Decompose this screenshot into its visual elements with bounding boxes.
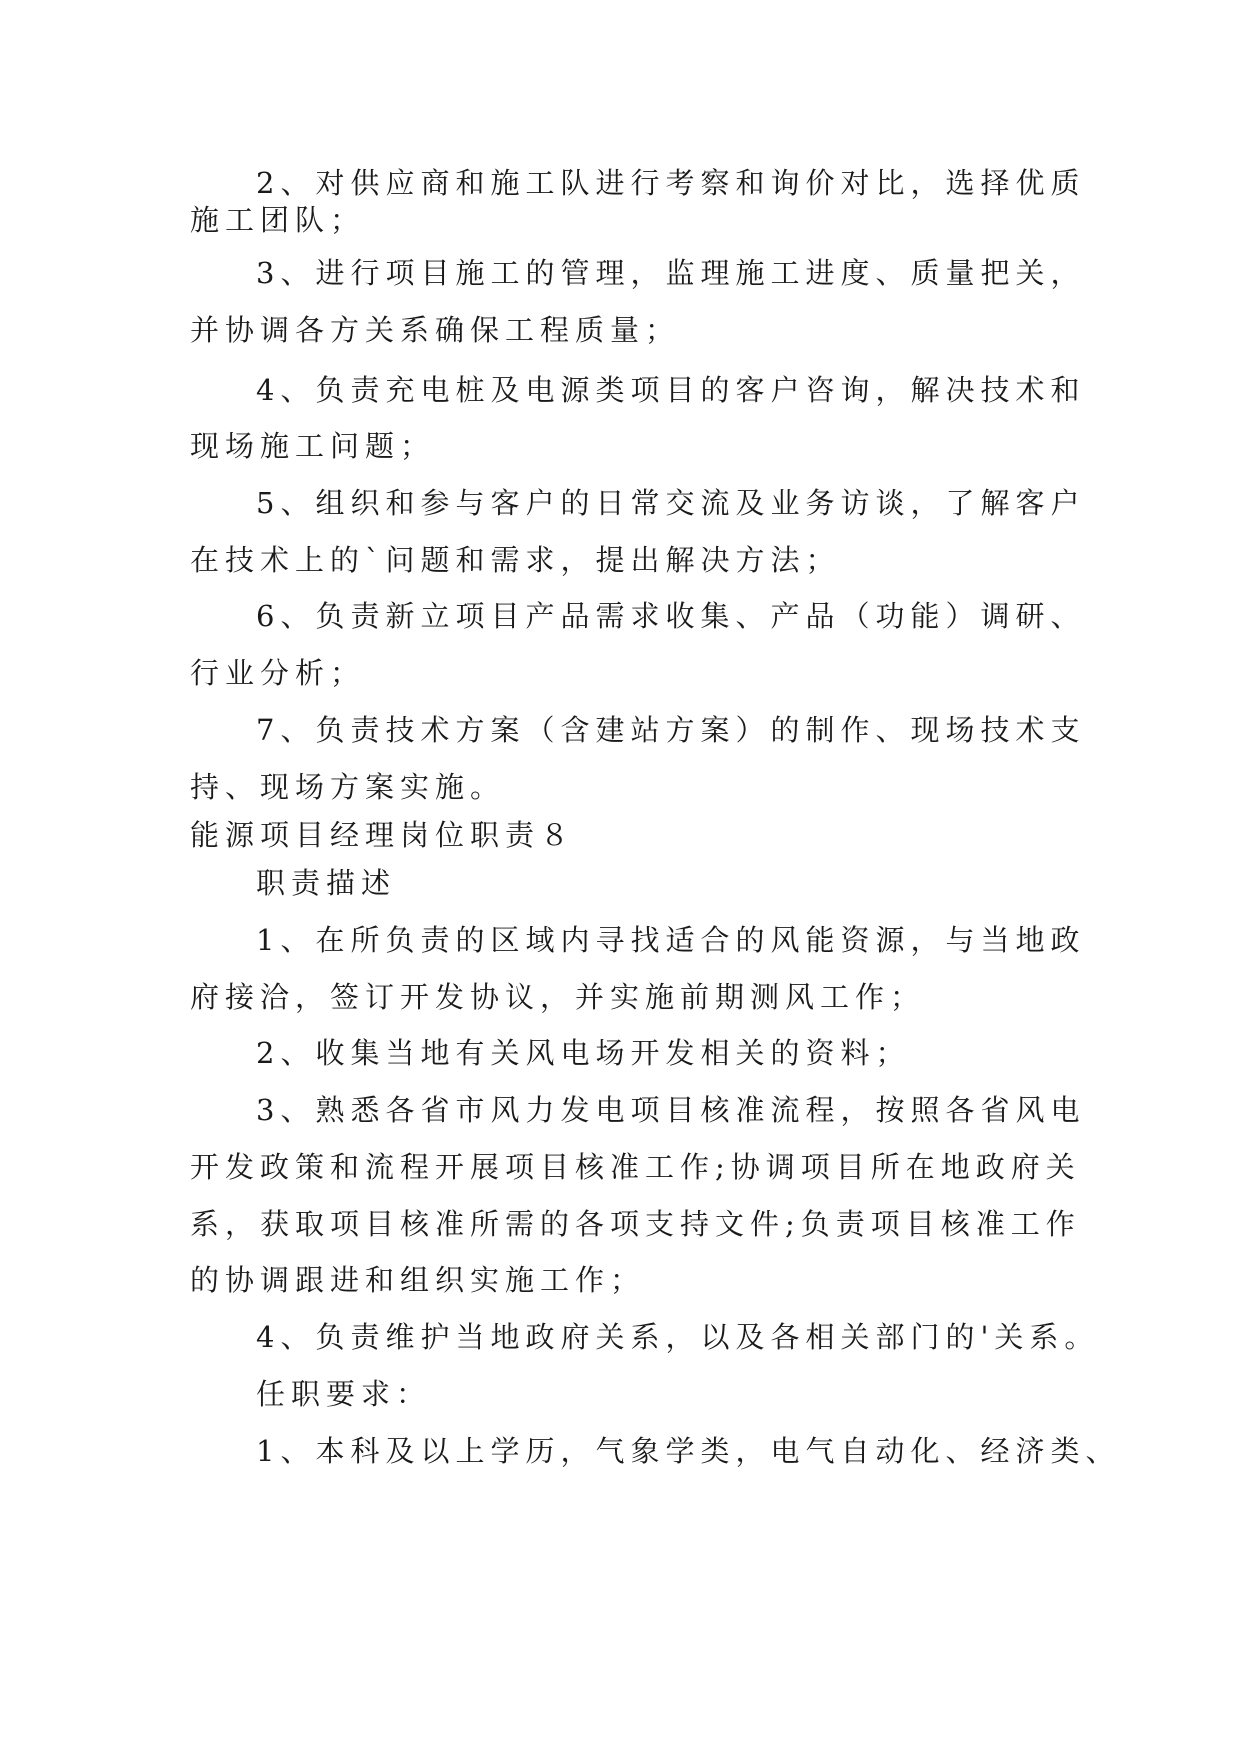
- text-line: 施工团队；: [190, 203, 366, 237]
- text-line: 系，获取项目核准所需的各项支持文件;负责项目核准工作: [190, 1207, 1081, 1241]
- text-line: 2、收集当地有关风电场开发相关的资料；: [256, 1036, 911, 1070]
- subsection-heading: 任职要求：: [256, 1377, 432, 1411]
- text-line: 7、负责技术方案（含建站方案）的制作、现场技术支: [256, 713, 1086, 747]
- text-line: 行业分析；: [190, 656, 366, 690]
- text-line: 3、熟悉各省市风力发电项目核准流程，按照各省风电: [256, 1093, 1086, 1127]
- subsection-heading: 职责描述: [256, 866, 397, 900]
- text-line: 持、现场方案实施。: [190, 770, 506, 804]
- text-line: 府接洽，签订开发协议，并实施前期测风工作；: [190, 980, 926, 1014]
- text-line: 1、本科及以上学历，气象学类，电气自动化、经济类、: [256, 1434, 1121, 1468]
- text-line: 6、负责新立项目产品需求收集、产品（功能）调研、: [256, 599, 1086, 633]
- text-line: 4、负责维护当地政府关系，以及各相关部门的'关系。: [256, 1320, 1100, 1354]
- text-line: 开发政策和流程开展项目核准工作;协调项目所在地政府关: [190, 1150, 1081, 1184]
- text-line: 2、对供应商和施工队进行考察和询价对比，选择优质: [256, 166, 1086, 200]
- text-line: 3、进行项目施工的管理，监理施工进度、质量把关，: [256, 256, 1086, 290]
- text-line: 4、负责充电桩及电源类项目的客户咨询，解决技术和: [256, 373, 1086, 407]
- text-line: 现场施工问题；: [190, 429, 436, 463]
- section-title: 能源项目经理岗位职责８: [190, 818, 576, 852]
- text-line: 的协调跟进和组织实施工作；: [190, 1263, 646, 1297]
- text-line: 5、组织和参与客户的日常交流及业务访谈，了解客户: [256, 486, 1086, 520]
- text-line: 在技术上的`问题和需求，提出解决方法；: [190, 543, 841, 577]
- text-line: 1、在所负责的区域内寻找适合的风能资源，与当地政: [256, 923, 1086, 957]
- text-line: 并协调各方关系确保工程质量；: [190, 313, 681, 347]
